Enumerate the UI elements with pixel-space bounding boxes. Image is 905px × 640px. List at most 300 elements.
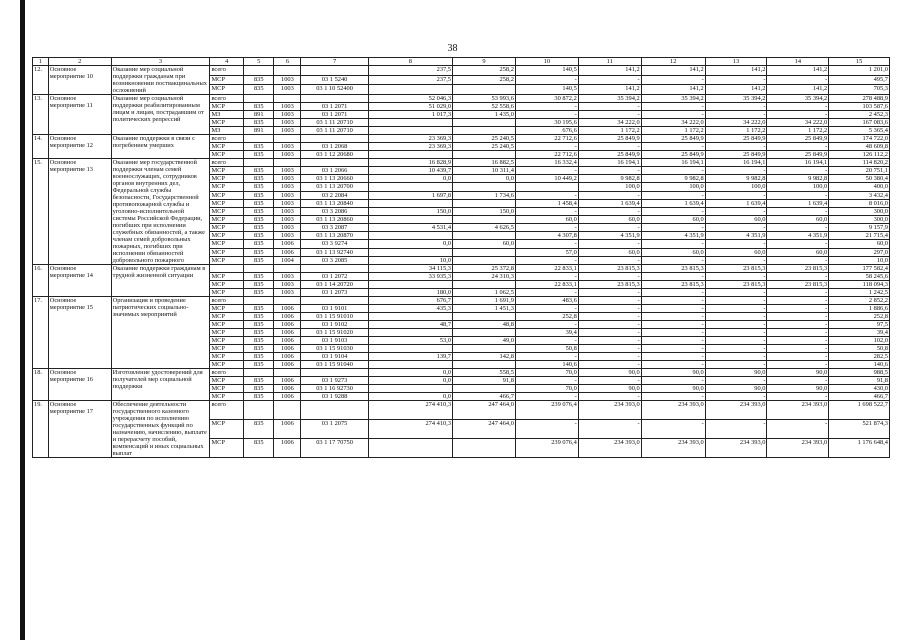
table-cell: МСР (210, 353, 244, 361)
table-cell: 521 874,3 (829, 420, 890, 439)
table-cell: 03 1 13 20840 (301, 199, 368, 207)
table-cell: - (578, 345, 641, 353)
table-cell: 4 351,9 (705, 232, 767, 240)
table-cell (368, 215, 452, 223)
table-cell: 495,7 (829, 75, 890, 85)
table-cell (453, 281, 516, 289)
table-row (33, 297, 890, 305)
table-cell: - (578, 313, 641, 321)
table-cell: 70,0 (515, 385, 578, 393)
column-number: 13 (705, 58, 767, 66)
table-cell (453, 127, 516, 135)
table-cell: 835 (244, 183, 274, 191)
table-cell: - (515, 337, 578, 345)
table-cell: - (767, 143, 829, 151)
table-cell: - (705, 353, 767, 361)
table-cell: 1006 (274, 248, 301, 256)
event-name: Основное мероприятие 13 (48, 159, 111, 265)
table-cell: 300,0 (829, 215, 890, 223)
table-cell: 1003 (274, 143, 301, 151)
table-cell: МСР (210, 167, 244, 175)
table-cell: 1003 (274, 167, 301, 175)
table-cell: - (515, 191, 578, 199)
table-cell: 835 (244, 313, 274, 321)
table-cell: - (641, 224, 705, 232)
table-row (33, 95, 890, 103)
table-cell: - (578, 305, 641, 313)
table-cell: 835 (244, 119, 274, 127)
table-cell: 1 639,4 (705, 199, 767, 207)
table-cell: 835 (244, 75, 274, 85)
column-number: 5 (244, 58, 274, 66)
table-cell: 2 852,2 (829, 297, 890, 305)
table-cell: 1 691,9 (453, 297, 516, 305)
table-cell: 466,7 (453, 393, 516, 401)
table-cell (210, 265, 244, 273)
table-cell: 03 1 15 91040 (301, 361, 368, 369)
table-cell: 0,0 (368, 369, 452, 377)
table-cell: 16 194,1 (641, 159, 705, 167)
table-cell (368, 199, 452, 207)
table-cell: - (515, 305, 578, 313)
table-cell: МСР (210, 183, 244, 191)
table-cell: 1006 (274, 420, 301, 439)
table-cell: 03 1 13 20700 (301, 183, 368, 191)
table-cell: 5 365,4 (829, 127, 890, 135)
table-cell: 1003 (274, 75, 301, 85)
table-cell: 234 393,0 (767, 401, 829, 420)
table-cell: - (641, 75, 705, 85)
table-cell: 1003 (274, 273, 301, 281)
table-cell: 1003 (274, 191, 301, 199)
table-cell: - (515, 103, 578, 111)
table-cell: 03 1 15 91010 (301, 313, 368, 321)
table-cell: 1 172,2 (578, 127, 641, 135)
table-cell: - (515, 111, 578, 119)
table-cell: 03 3 2087 (301, 224, 368, 232)
table-cell: 4 307,8 (515, 232, 578, 240)
column-number: 15 (829, 58, 890, 66)
table-cell: 60,0 (641, 215, 705, 223)
column-number: 4 (210, 58, 244, 66)
table-cell: 39,4 (515, 329, 578, 337)
table-cell: 430,0 (829, 385, 890, 393)
table-cell: - (578, 321, 641, 329)
table-cell: 60,0 (641, 248, 705, 256)
table-cell: - (578, 393, 641, 401)
table-cell: 1006 (274, 353, 301, 361)
table-cell: 835 (244, 353, 274, 361)
table-cell: 48,8 (453, 321, 516, 329)
table-cell: 52 558,6 (453, 103, 516, 111)
table-cell: 239 076,4 (515, 401, 578, 420)
table-cell: МСР (210, 313, 244, 321)
table-cell: 100,0 (705, 183, 767, 191)
table-cell: 1006 (274, 385, 301, 393)
table-cell: 90,0 (578, 385, 641, 393)
table-cell: 234 393,0 (641, 439, 705, 458)
table-cell: 03 1 14 20720 (301, 281, 368, 289)
table-cell: 1006 (274, 329, 301, 337)
table-cell: 247 464,0 (453, 420, 516, 439)
table-cell: - (641, 329, 705, 337)
table-cell: 1003 (274, 281, 301, 289)
event-description: Организация и проведение патриотических социально-значимых мероприятий (111, 297, 210, 369)
table-row (33, 135, 890, 143)
table-cell (274, 159, 301, 167)
table-cell: - (515, 353, 578, 361)
table-cell: 23 815,3 (767, 281, 829, 289)
table-cell: 252,8 (515, 313, 578, 321)
table-cell: 57,0 (515, 248, 578, 256)
table-cell: 23 815,3 (705, 265, 767, 273)
table-cell: - (705, 191, 767, 199)
table-cell (368, 151, 452, 159)
row-number: 19. (33, 401, 49, 458)
table-cell (453, 232, 516, 240)
table-cell: 1004 (274, 256, 301, 264)
table-cell: МСР (210, 199, 244, 207)
table-cell: 90,0 (641, 385, 705, 393)
table-cell: - (705, 377, 767, 385)
table-cell: МЗ (210, 111, 244, 119)
table-cell: МСР (210, 329, 244, 337)
table-cell: 891 (244, 127, 274, 135)
table-cell: 03 1 2066 (301, 167, 368, 175)
table-cell: 1 451,3 (453, 305, 516, 313)
table-cell: МСР (210, 337, 244, 345)
table-cell: - (767, 191, 829, 199)
table-cell: - (705, 393, 767, 401)
table-cell: МСР (210, 224, 244, 232)
table-cell: - (515, 420, 578, 439)
table-cell (301, 95, 368, 103)
table-cell: 835 (244, 215, 274, 223)
table-cell: 1003 (274, 127, 301, 135)
table-cell: 167 083,6 (829, 119, 890, 127)
table-cell: 03 1 2071 (301, 103, 368, 111)
table-cell: 400,0 (829, 183, 890, 191)
table-cell: - (705, 289, 767, 297)
event-description: Оказание поддержки гражданам в трудной жизненной ситуации (111, 265, 210, 297)
table-cell: - (767, 75, 829, 85)
table-cell: 22 833,1 (515, 265, 578, 273)
table-cell: 35 394,2 (767, 95, 829, 103)
table-row (33, 66, 890, 76)
table-cell (515, 183, 578, 191)
event-description: Оказание мер социальной поддержки реабилитированным лицам и лицам, пострадавшим от политических репрессий (111, 95, 210, 135)
event-name: Основное мероприятие 10 (48, 66, 111, 95)
table-cell: 4 531,4 (368, 224, 452, 232)
table-cell (453, 85, 516, 95)
table-cell: 48,7 (368, 321, 452, 329)
table-cell: 25 849,9 (767, 135, 829, 143)
table-cell: 1003 (274, 183, 301, 191)
table-cell: 835 (244, 199, 274, 207)
column-number: 7 (301, 58, 368, 66)
table-cell (453, 183, 516, 191)
table-cell: 03 1 2068 (301, 143, 368, 151)
table-cell: 1003 (274, 224, 301, 232)
table-cell: 34 222,0 (641, 119, 705, 127)
table-row (33, 265, 890, 273)
table-cell: 03 1 2071 (301, 111, 368, 119)
table-cell: 03 1 2073 (301, 289, 368, 297)
table-cell: - (705, 240, 767, 248)
table-row (33, 401, 890, 420)
table-cell: 0,0 (368, 393, 452, 401)
table-cell: 1 639,4 (767, 199, 829, 207)
table-cell: 177 582,4 (829, 265, 890, 273)
table-cell: 274 410,3 (368, 401, 452, 420)
table-cell (368, 361, 452, 369)
table-cell (368, 329, 452, 337)
table-cell: 174 722,0 (829, 135, 890, 143)
table-cell: 1 172,2 (767, 127, 829, 135)
table-cell: 16 194,1 (767, 159, 829, 167)
table-cell: - (705, 305, 767, 313)
table-cell: 10 449,2 (515, 175, 578, 183)
table-cell: 258,2 (453, 75, 516, 85)
table-cell: - (705, 256, 767, 264)
table-cell: 25 849,9 (578, 135, 641, 143)
table-cell: 22 712,6 (515, 151, 578, 159)
table-cell: 03 1 15 91030 (301, 345, 368, 353)
table-cell: 03 1 9103 (301, 337, 368, 345)
table-cell: 140,6 (829, 361, 890, 369)
table-cell: 234 393,0 (705, 439, 767, 458)
table-cell: - (641, 207, 705, 215)
table-cell: - (578, 207, 641, 215)
table-cell: МСР (210, 281, 244, 289)
table-cell: 835 (244, 175, 274, 183)
table-cell: - (767, 345, 829, 353)
table-cell: 676,7 (368, 297, 452, 305)
column-number: 14 (767, 58, 829, 66)
table-cell: 835 (244, 85, 274, 95)
table-cell: - (767, 273, 829, 281)
table-cell: 21 715,4 (829, 232, 890, 240)
table-cell (301, 66, 368, 76)
table-cell: 03 3 2086 (301, 207, 368, 215)
table-cell: 835 (244, 151, 274, 159)
table-cell (368, 345, 452, 353)
table-cell: - (515, 289, 578, 297)
table-cell: 53,0 (368, 337, 452, 345)
table-cell: 58 245,6 (829, 273, 890, 281)
table-cell: 49,0 (453, 337, 516, 345)
table-cell: 35 394,2 (641, 95, 705, 103)
table-cell: - (578, 143, 641, 151)
table-cell (368, 119, 452, 127)
table-cell: 25 849,9 (641, 151, 705, 159)
table-cell: 274 410,3 (368, 420, 452, 439)
column-number: 3 (111, 58, 210, 66)
table-cell: 9 982,8 (578, 175, 641, 183)
table-cell: 835 (244, 393, 274, 401)
table-cell: - (515, 256, 578, 264)
table-cell: 1 172,2 (641, 127, 705, 135)
table-cell: - (641, 256, 705, 264)
table-cell: - (705, 321, 767, 329)
table-cell: 9 982,8 (705, 175, 767, 183)
table-cell (274, 297, 301, 305)
table-cell (301, 401, 368, 420)
table-cell: - (515, 143, 578, 151)
table-cell: 1006 (274, 345, 301, 353)
table-cell: 23 369,3 (368, 143, 452, 151)
table-row (33, 369, 890, 377)
table-cell: 118 094,3 (829, 281, 890, 289)
table-cell: 1006 (274, 393, 301, 401)
event-name: Основное мероприятие 17 (48, 401, 111, 458)
table-cell: 891 (244, 111, 274, 119)
table-cell: 1003 (274, 151, 301, 159)
table-cell: 03 3 2085 (301, 256, 368, 264)
table-cell: - (767, 353, 829, 361)
table-cell: 835 (244, 420, 274, 439)
table-cell: 102,0 (829, 337, 890, 345)
table-cell: - (641, 353, 705, 361)
table-cell: 25 240,5 (453, 143, 516, 151)
table-cell: 25 849,9 (641, 135, 705, 143)
table-cell (368, 127, 452, 135)
table-cell: 835 (244, 207, 274, 215)
table-cell: 23 815,3 (705, 281, 767, 289)
table-cell: 34 222,0 (767, 119, 829, 127)
table-cell: 300,0 (829, 207, 890, 215)
table-cell: - (705, 345, 767, 353)
table-cell: - (641, 289, 705, 297)
table-cell: 835 (244, 281, 274, 289)
table-cell: МЗ (210, 127, 244, 135)
row-number: 13. (33, 95, 49, 135)
table-cell: - (641, 321, 705, 329)
table-cell: МСР (210, 305, 244, 313)
table-cell: - (705, 167, 767, 175)
table-cell: 150,0 (368, 207, 452, 215)
table-cell (453, 361, 516, 369)
table-cell (274, 135, 301, 143)
table-cell: - (767, 313, 829, 321)
table-cell: - (767, 297, 829, 305)
table-cell: 23 815,3 (578, 265, 641, 273)
table-cell: - (641, 143, 705, 151)
table-cell: МСР (210, 232, 244, 240)
table-cell: - (767, 337, 829, 345)
table-cell: 03 1 10 52400 (301, 85, 368, 95)
table-cell: МСР (210, 103, 244, 111)
table-cell: 03 1 13 20860 (301, 215, 368, 223)
table-cell: - (515, 240, 578, 248)
table-cell: - (705, 297, 767, 305)
table-cell: 247 464,0 (453, 401, 516, 420)
table-cell: - (641, 103, 705, 111)
table-cell: - (767, 256, 829, 264)
table-cell: 03 1 17 70750 (301, 439, 368, 458)
table-cell: - (641, 111, 705, 119)
table-cell: 1 698 522,7 (829, 401, 890, 420)
table-cell (368, 439, 452, 458)
table-cell: МСР (210, 377, 244, 385)
table-cell: 30 195,6 (515, 119, 578, 127)
event-description: Оказание мер государственной поддержки членам семей военнослужащих, сотрудников органов внутренних дел, Федеральной службы безопасности, Государственной противопожарной службы и уголовно-исполнительной системы Российской Федерации, погибших при исполнении служебных обязанностей, а также членам семей добровольных пожарных, погибших при исполнении обязанностей добровольного пожарного (111, 159, 210, 265)
table-cell: 03 1 13 20870 (301, 232, 368, 240)
table-cell: 141,2 (705, 66, 767, 76)
row-number: 16. (33, 265, 49, 297)
table-cell: 10,0 (829, 256, 890, 264)
table-cell: 25 849,9 (705, 151, 767, 159)
table-cell: 48 609,8 (829, 143, 890, 151)
table-cell: 835 (244, 103, 274, 111)
event-description: Изготовление удостоверений для получателей мер социальной поддержки (111, 369, 210, 401)
column-number: 11 (578, 58, 641, 66)
table-cell: 25 849,9 (705, 135, 767, 143)
table-cell: - (705, 313, 767, 321)
table-cell: - (641, 167, 705, 175)
table-cell (368, 385, 452, 393)
event-description: Оказание мер социальной поддержки гражданам при возникновении поствакцинальных осложнений (111, 66, 210, 95)
table-cell: 100,0 (578, 183, 641, 191)
table-cell (368, 85, 452, 95)
table-cell: 140,6 (515, 361, 578, 369)
table-cell: МСР (210, 361, 244, 369)
table-cell (453, 313, 516, 321)
table-cell: 835 (244, 232, 274, 240)
table-cell: 835 (244, 224, 274, 232)
table-cell: всего (210, 135, 244, 143)
table-cell: 252,8 (829, 313, 890, 321)
table-cell: - (641, 305, 705, 313)
row-number: 14. (33, 135, 49, 159)
table-cell (453, 256, 516, 264)
table-cell: 100,0 (767, 183, 829, 191)
table-cell: 34 222,0 (578, 119, 641, 127)
table-cell: 52 046,3 (368, 95, 452, 103)
table-cell: - (767, 305, 829, 313)
table-cell: 297,0 (829, 248, 890, 256)
table-cell: - (578, 353, 641, 361)
column-number: 2 (48, 58, 111, 66)
table-cell: 03 1 11 20710 (301, 127, 368, 135)
table-cell: 03 1 9101 (301, 305, 368, 313)
table-cell: 835 (244, 256, 274, 264)
table-cell: - (767, 289, 829, 297)
table-cell: 90,0 (767, 385, 829, 393)
table-cell: 1 172,2 (705, 127, 767, 135)
table-cell: - (578, 297, 641, 305)
table-cell (274, 265, 301, 273)
table-cell: 835 (244, 377, 274, 385)
table-cell: 91,8 (829, 377, 890, 385)
table-cell (274, 369, 301, 377)
table-cell: - (641, 313, 705, 321)
table-cell: - (515, 393, 578, 401)
table-cell: 1006 (274, 361, 301, 369)
table-cell: 835 (244, 439, 274, 458)
table-cell: 835 (244, 321, 274, 329)
event-name: Основное мероприятие 11 (48, 95, 111, 135)
table-cell: 60,0 (515, 215, 578, 223)
table-cell: 60,0 (767, 248, 829, 256)
table-cell: 282,5 (829, 353, 890, 361)
table-cell: 835 (244, 337, 274, 345)
table-cell: 835 (244, 289, 274, 297)
table-cell: 835 (244, 361, 274, 369)
table-cell: - (578, 256, 641, 264)
table-cell: - (767, 111, 829, 119)
table-cell: 234 393,0 (767, 439, 829, 458)
